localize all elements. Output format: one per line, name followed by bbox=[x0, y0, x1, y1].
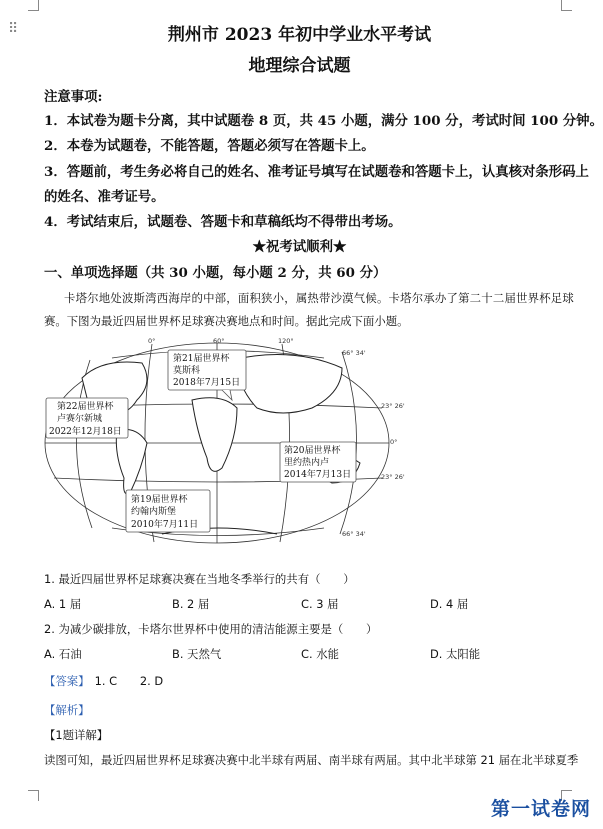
answer-text: 1. C 2. D bbox=[94, 674, 164, 688]
callout-20 bbox=[280, 442, 356, 482]
callout-20-line-1: 第20届世界杯 bbox=[284, 446, 341, 456]
notice-item-3: 3．答题前，考生务必将自己的姓名、准考证号填写在试题卷和答题卡上，认真核对条形码上 bbox=[44, 164, 589, 180]
notice-item-4: 4．考试结束后，试题卷、答题卡和草稿纸均不得带出考场。 bbox=[44, 214, 402, 230]
callout-22-line-3: 2022年12月18日 bbox=[49, 427, 122, 437]
passage-line-1: 卡塔尔地处波斯湾西海岸的中部，面积狭小，属热带沙漠气候。卡塔尔承办了第二十二届世界杯足球 bbox=[64, 291, 574, 305]
callout-19-line-3: 2010年7月11日 bbox=[131, 520, 199, 530]
detail-label: 【1题详解】 bbox=[44, 728, 109, 742]
question-2-stem: 2. 为减少碳排放，卡塔尔世界杯中使用的清洁能源主要是（ ） bbox=[44, 622, 378, 636]
notice-item-3-cont: 的姓名、准考证号。 bbox=[44, 189, 165, 205]
lon-label-1: 0° bbox=[148, 337, 156, 345]
q1-option-b[interactable]: B. 2 届 bbox=[172, 597, 210, 611]
detail-text: 读图可知，最近四届世界杯足球赛决赛中北半球有两届、南半球有两届。其中北半球第 21 届在北半球夏季 bbox=[44, 753, 579, 767]
world-map-figure bbox=[42, 337, 405, 552]
lon-label-3: 120° bbox=[278, 337, 294, 345]
callout-20-line-3: 2014年7月13日 bbox=[284, 470, 352, 480]
question-1-stem: 1. 最近四届世界杯足球赛决赛在当地冬季举行的共有（ ） bbox=[44, 572, 355, 586]
lat-label-3: 0° bbox=[390, 438, 398, 446]
callout-19 bbox=[126, 490, 210, 532]
page-title: 荆州市 2023 年初中学业水平考试 bbox=[167, 25, 432, 45]
q1-option-a[interactable]: A. 1 届 bbox=[44, 597, 82, 611]
callout-21-line-3: 2018年7月15日 bbox=[173, 378, 241, 388]
notice-item-1: 1．本试卷为题卡分离，其中试题卷 8 页，共 45 小题，满分 100 分，考试时间 100 分钟。 bbox=[44, 113, 603, 129]
q2-option-d[interactable]: D. 太阳能 bbox=[430, 647, 481, 661]
notice-heading: 注意事项: bbox=[44, 89, 103, 105]
callout-20-line-2: 里约热内卢 bbox=[284, 458, 330, 468]
answer-line bbox=[44, 670, 163, 689]
continent-south-america bbox=[116, 429, 147, 494]
callout-19-line-2: 约翰内斯堡 bbox=[131, 507, 177, 517]
q2-option-c[interactable]: C. 水能 bbox=[301, 647, 339, 661]
lon-label-2: 60° bbox=[213, 337, 225, 345]
crop-mark-top-left bbox=[28, 0, 39, 11]
passage-line-2: 赛。下图为最近四届世界杯足球赛决赛地点和时间。据此完成下面小题。 bbox=[44, 314, 409, 328]
answer-label: 【答案】 bbox=[44, 674, 90, 688]
lat-label-1: 66° 34' bbox=[342, 349, 366, 357]
callout-21-line-2: 莫斯科 bbox=[173, 366, 201, 376]
callout-19-line-1: 第19届世界杯 bbox=[131, 495, 188, 505]
analysis-label: 【解析】 bbox=[44, 703, 90, 717]
q2-option-b[interactable]: B. 天然气 bbox=[172, 647, 222, 661]
callout-22 bbox=[46, 398, 128, 438]
q1-option-c[interactable]: C. 3 届 bbox=[301, 597, 339, 611]
notice-item-2: 2．本卷为试题卷，不能答题，答题必须写在答题卡上。 bbox=[44, 138, 375, 154]
page-subtitle: 地理综合试题 bbox=[248, 56, 351, 76]
callout-22-line-1: 第22届世界杯 bbox=[57, 402, 114, 412]
lat-label-2: 23° 26' bbox=[381, 402, 405, 410]
good-luck-line: ★祝考试顺利★ bbox=[252, 239, 347, 255]
site-watermark-logo: 第一试卷网 bbox=[490, 798, 591, 820]
callout-21 bbox=[168, 350, 246, 400]
continent-africa bbox=[192, 398, 237, 472]
lat-label-4: 23° 26' bbox=[381, 473, 405, 481]
crop-mark-top-right bbox=[561, 0, 572, 11]
drag-handle-icon[interactable]: ⠿ bbox=[8, 21, 20, 37]
q2-option-a[interactable]: A. 石油 bbox=[44, 647, 82, 661]
crop-mark-bottom-left bbox=[28, 790, 39, 801]
section-heading: 一、单项选择题（共 30 小题，每小题 2 分，共 60 分） bbox=[44, 265, 387, 281]
callout-22-line-2: 卢赛尔新城 bbox=[57, 414, 103, 424]
callout-21-line-1: 第21届世界杯 bbox=[173, 354, 230, 364]
q1-option-d[interactable]: D. 4 届 bbox=[430, 597, 469, 611]
lat-label-5: 66° 34' bbox=[342, 530, 366, 538]
